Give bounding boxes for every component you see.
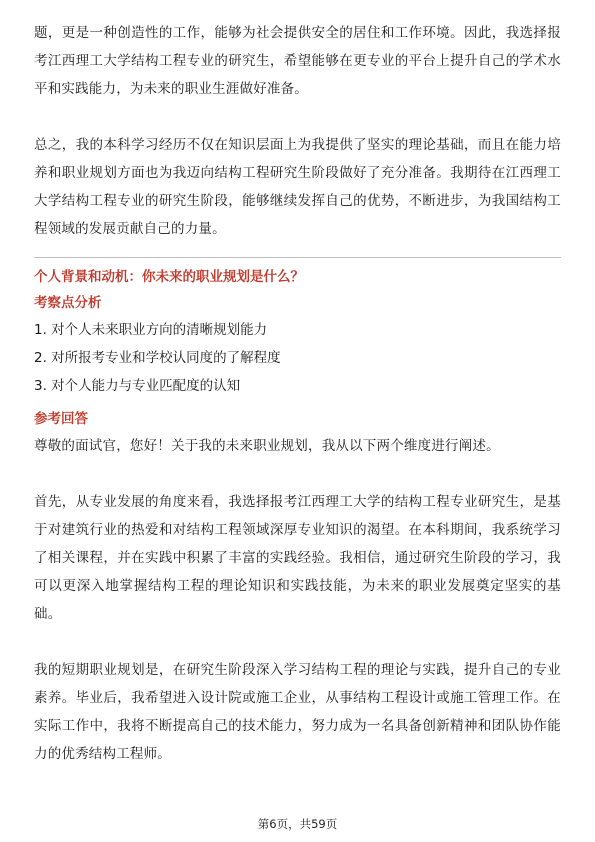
analysis-heading: 考察点分析 bbox=[34, 295, 102, 311]
body-paragraph: 总之，我的本科学习经历不仅在知识层面上为我提供了坚实的理论基础，而且在能力培养和职业规划方面也为我迈向结构工程研究生阶段做好了充分准备。我期待在江西理工大学结构工程专业的研究生阶段，能够继续发挥自己的优势，不断进步，为我国结构工程领域的发展贡献自己的力量。 bbox=[34, 137, 561, 237]
page-number: 第6页，共59页 bbox=[257, 817, 338, 831]
body-paragraph: 题，更是一种创造性的工作，能够为社会提供安全的居住和工作环境。因此，我选择报考江西理工大学结构工程专业的研究生，希望能够在更专业的平台上提升自己的学术水平和实践能力，为未来的职业生涯做好准备。 bbox=[34, 25, 561, 97]
section-divider bbox=[34, 257, 561, 258]
answer-heading: 参考回答 bbox=[34, 411, 88, 427]
answer-paragraph: 首先，从专业发展的角度来看，我选择报考江西理工大学的结构工程专业研究生，是基于对建筑行业的热爱和对结构工程领域深厚专业知识的渴望。在本科期间，我系统学习了相关课程，并在实践中积累了丰富的实践经验。我相信，通过研究生阶段的学习，我可以更深入地掌握结构工程的理论知识和实践技能，为未来的职业发展奠定坚实的基础。 bbox=[34, 494, 561, 622]
analysis-item: 2. 对所报考专业和学校认同度的了解程度 bbox=[34, 350, 281, 366]
answer-paragraph: 尊敬的面试官，您好！关于我的未来职业规划，我从以下两个维度进行阐述。 bbox=[34, 438, 500, 454]
question-title: 个人背景和动机：你未来的职业规划是什么？ bbox=[34, 269, 304, 285]
analysis-item: 3. 对个人能力与专业匹配度的认知 bbox=[34, 378, 241, 394]
answer-paragraph: 我的短期职业规划是，在研究生阶段深入学习结构工程的理论与实践，提升自己的专业素养。毕业后，我希望进入设计院或施工企业，从事结构工程设计或施工管理工作。在实际工作中，我将不断提高自己的技术能力，努力成为一名具备创新精神和团队协作能力的优秀结构工程师。 bbox=[34, 662, 561, 762]
analysis-item: 1. 对个人未来职业方向的清晰规划能力 bbox=[34, 322, 268, 338]
document-page bbox=[34, 0, 561, 768]
